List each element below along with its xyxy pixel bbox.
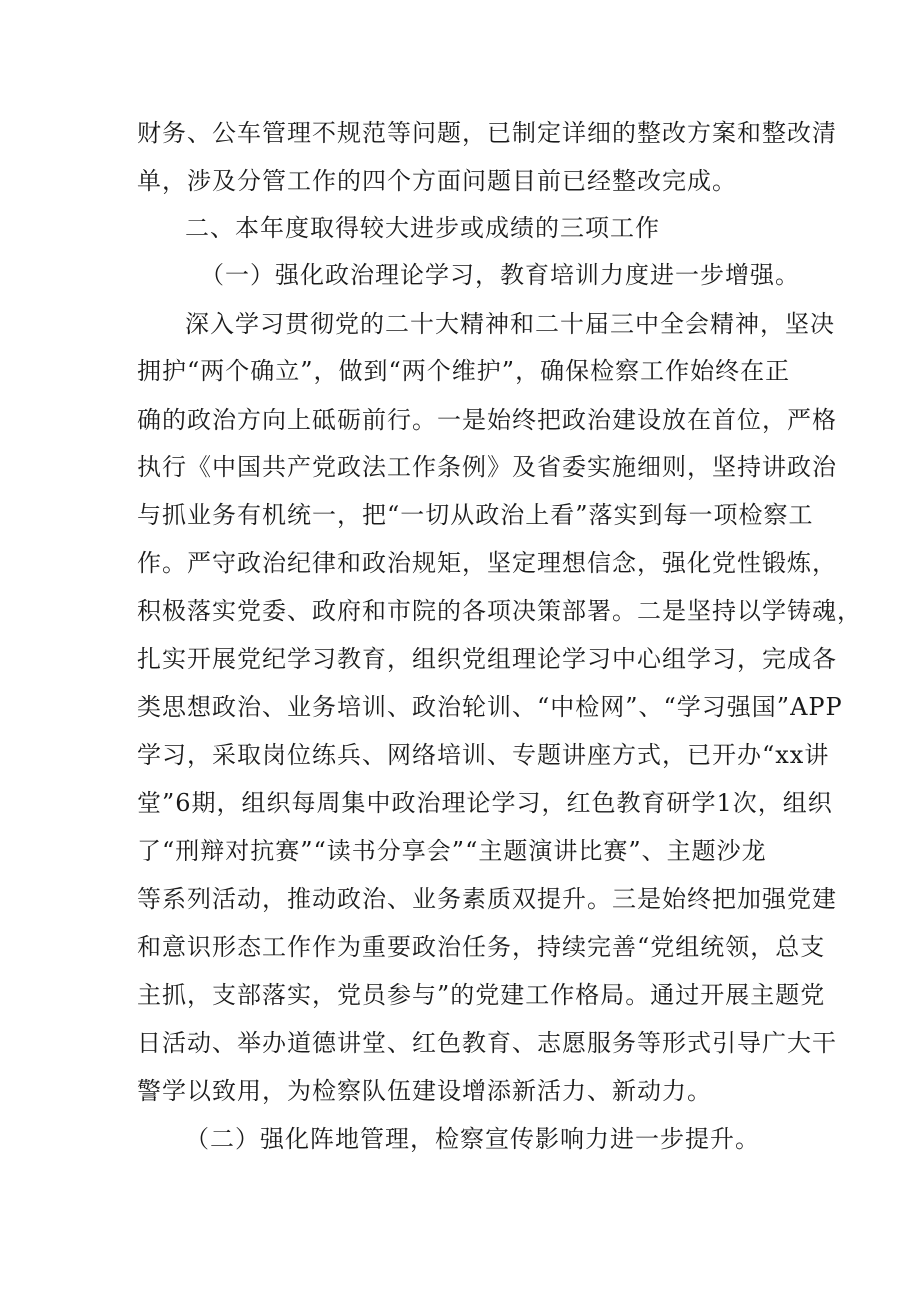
body-text-line: 深入学习贯彻党的二十大精神和二十届三中全会精神，坚决 [185,310,835,338]
body-text-line: 财务、公车管理不规范等问题，已制定详细的整改方案和整改清 [137,119,837,147]
subsection-heading: （一）强化政治理论学习，教育培训力度进一步增强。 [200,261,800,289]
section-heading: 二、本年度取得较大进步或成绩的三项工作 [185,214,660,242]
body-text-line: 学习，采取岗位练兵、网络培训、专题讲座方式，已开办“xx讲 [137,741,830,769]
body-text-line: 扎实开展党纪学习教育，组织党组理论学习中心组学习，完成各 [137,645,837,673]
body-text-line: 拥护“两个确立”，做到“两个维护”，确保检察工作始终在正 [137,357,791,385]
body-text-line: 确的政治方向上砥砺前行。一是始终把政治建设放在首位，严格 [137,406,837,434]
body-text-line: 单，涉及分管工作的四个方面问题目前已经整改完成。 [137,167,737,195]
body-text-line: 执行《中国共产党政法工作条例》及省委实施细则，坚持讲政治 [137,453,837,481]
body-text-line: 警学以致用，为检察队伍建设增添新活力、新动力。 [137,1077,712,1105]
body-text-line: 作。严守政治纪律和政治规矩，坚定理想信念，强化党性锻炼， [137,549,837,577]
subsection-heading: （二）强化阵地管理，检察宣传影响力进一步提升。 [185,1125,760,1153]
body-text-line: 积极落实党委、政府和市院的各项决策部署。二是坚持以学铸魂， [137,597,862,625]
body-text-line: 和意识形态工作作为重要政治任务，持续完善“党组统领，总支 [137,933,826,961]
body-text-line: 主抓，支部落实，党员参与”的党建工作格局。通过开展主题党 [137,981,826,1009]
body-text-line: 类思想政治、业务培训、政治轮训、“中检网”、“学习强国”APP [137,693,843,721]
body-text-line: 等系列活动，推动政治、业务素质双提升。三是始终把加强党建 [137,885,837,913]
body-text-line: 堂”6期，组织每周集中政治理论学习，红色教育研学1次，组织 [137,789,833,817]
body-text-line: 日活动、举办道德讲堂、红色教育、志愿服务等形式引导广大干 [137,1029,837,1057]
body-text-line: 与抓业务有机统一，把“一切从政治上看”落实到每一项检察工 [137,501,814,529]
body-text-line: 了“刑辩对抗赛”“读书分享会”“主题演讲比赛”、主题沙龙 [137,837,767,865]
